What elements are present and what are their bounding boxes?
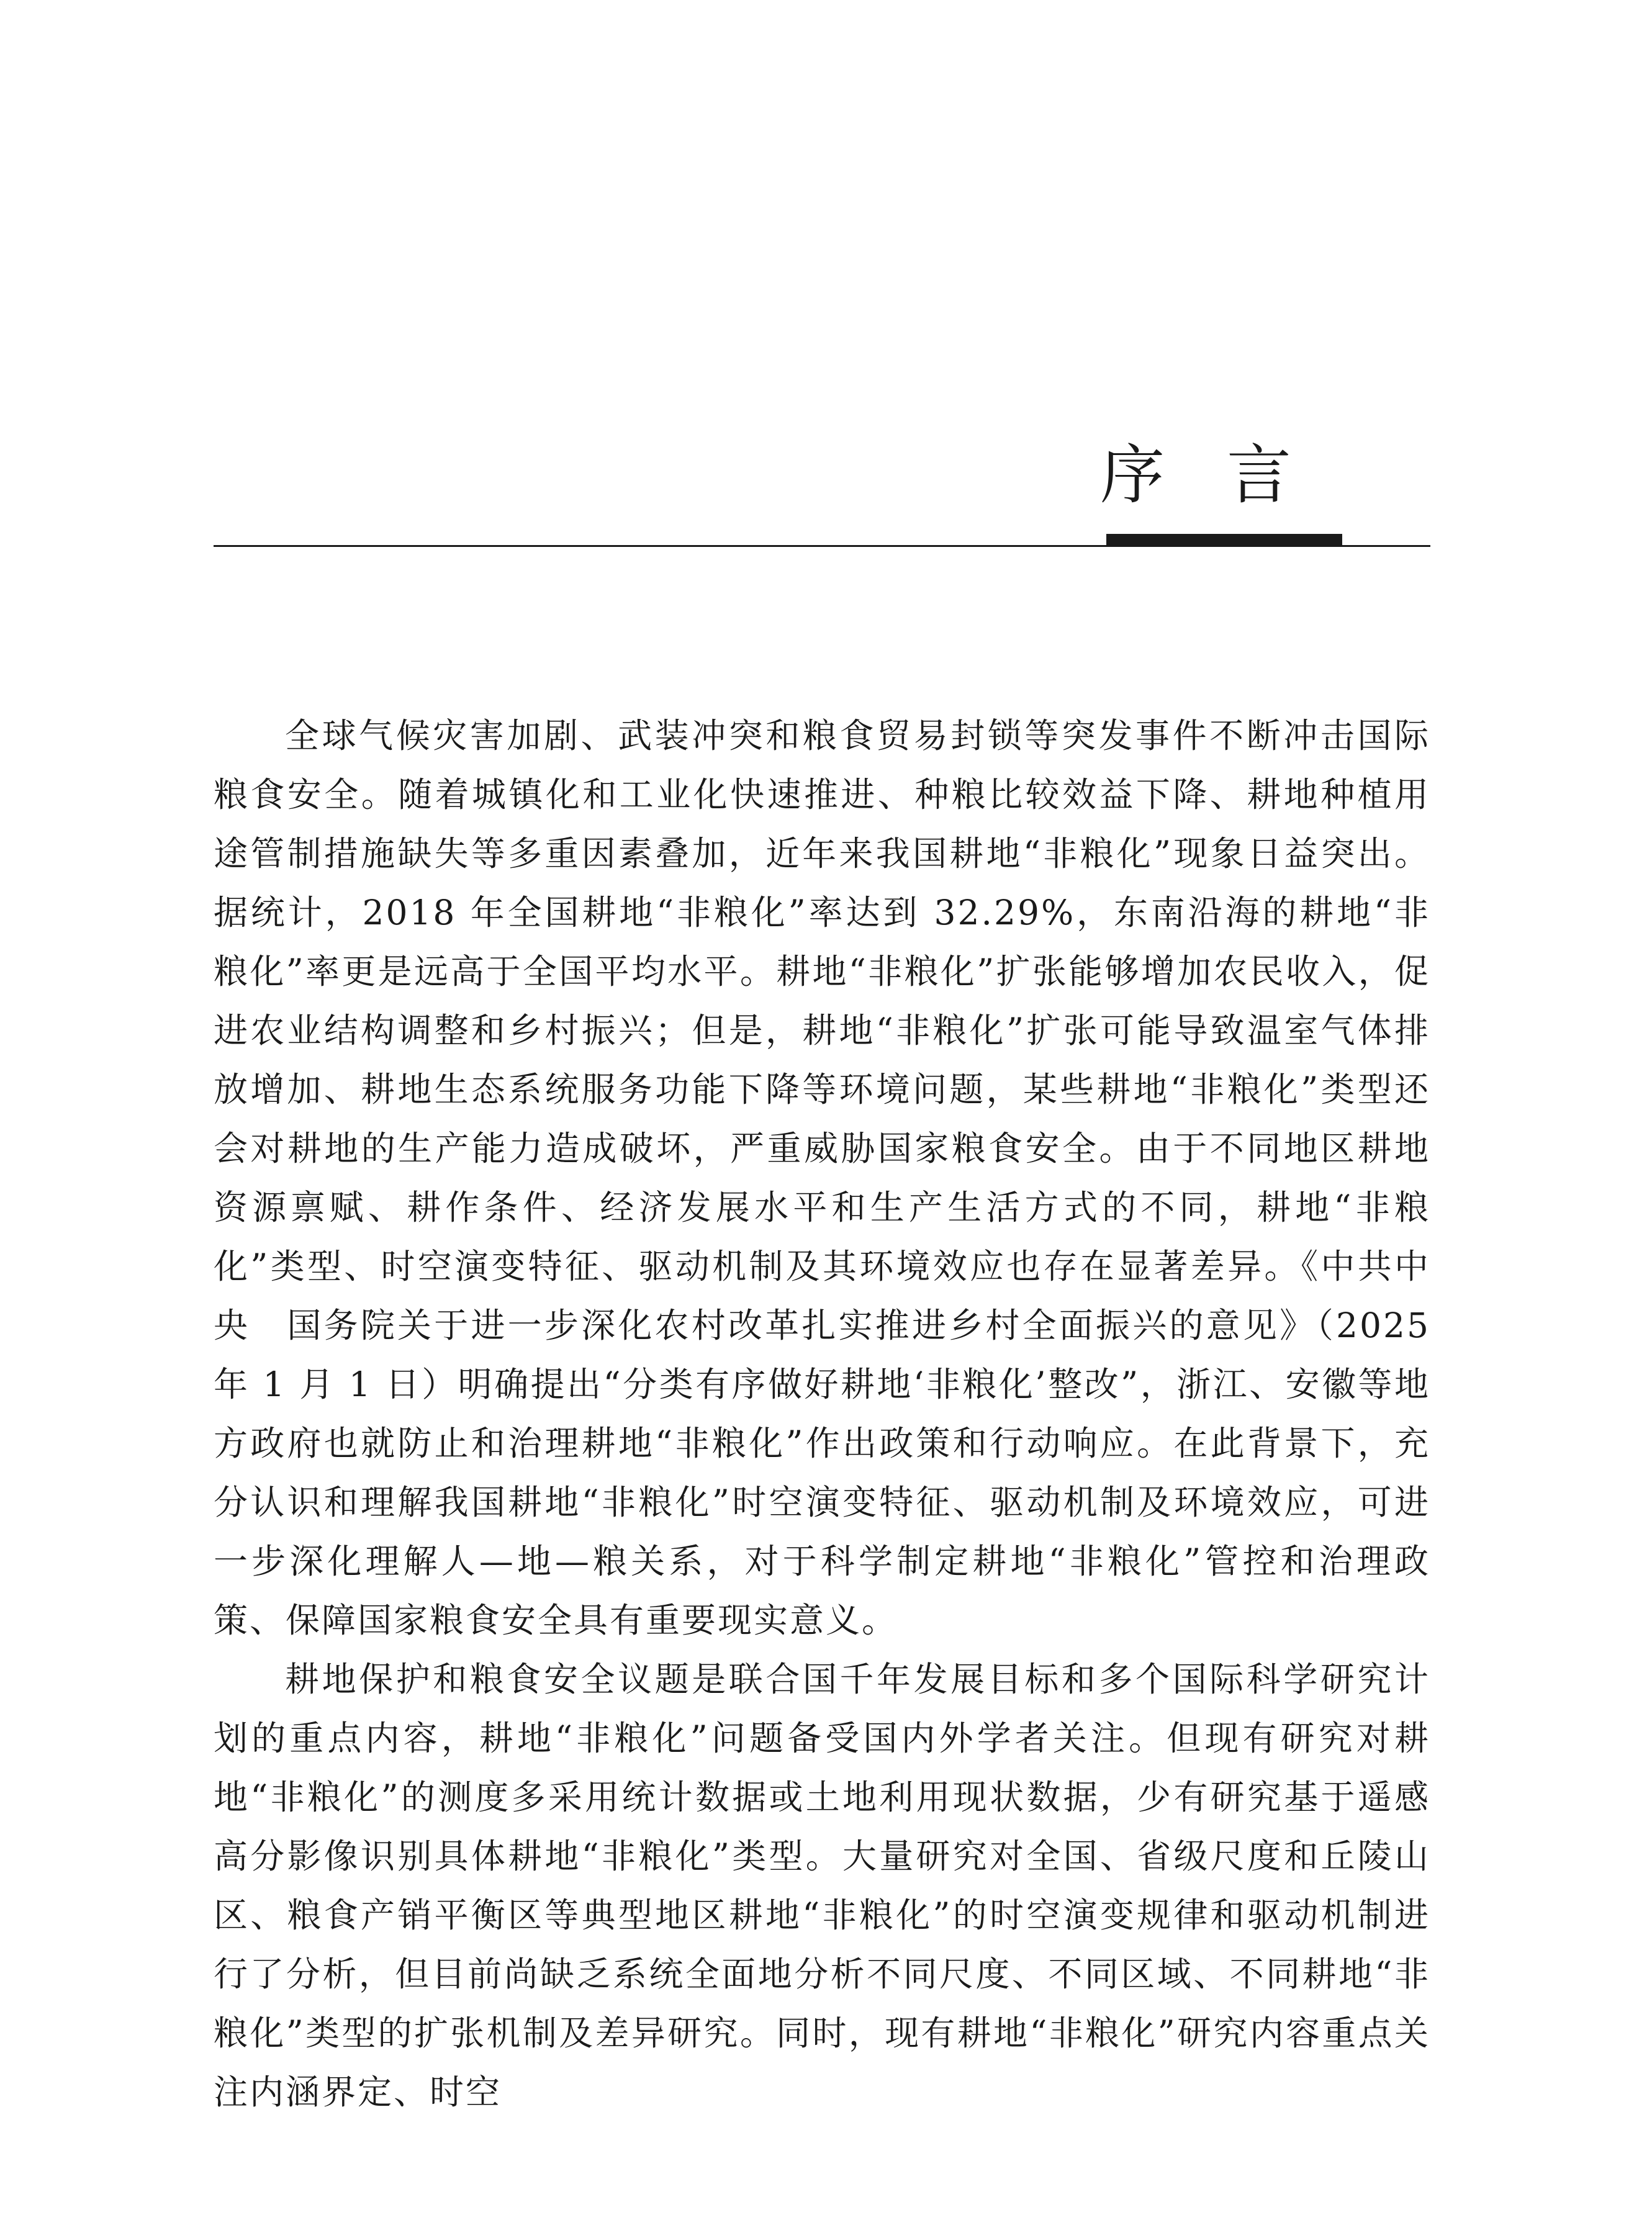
title-underline-accent [1106,534,1342,546]
paragraph-1: 全球气候灾害加剧、武装冲突和粮食贸易封锁等突发事件不断冲击国际粮食安全。随着城镇化和工业化快速推进、种粮比较效益下降、耕地种植用途管制措施缺失等多重因素叠加，近年来我国耕地“非粮化”现象日益突出。据统计，2018 年全国耕地“非粮化”率达到 32.29%，东南沿海的耕地“非粮化”率更是远高于全国平均水平。耕地“非粮化”扩张能够增加农民收入，促进农业结构调整和乡村振兴；但是，耕地“非粮化”扩张可能导致温室气体排放增加、耕地生态系统服务功能下降等环境问题，某些耕地“非粮化”类型还会对耕地的生产能力造成破坏，严重威胁国家粮食安全。由于不同地区耕地资源禀赋、耕作条件、经济发展水平和生产生活方式的不同，耕地“非粮化”类型、时空演变特征、驱动机制及其环境效应也存在显著差异。《中共中央 国务院关于进一步深化农村改革扎实推进乡村全面振兴的意见》（2025 年 1 月 1 日）明确提出“分类有序做好耕地‘非粮化’整改”，浙江、安徽等地方政府也就防止和治理耕地“非粮化”作出政策和行动响应。在此背景下，充分认识和理解我国耕地“非粮化”时空演变特征、驱动机制及环境效应，可进一步深化理解人—地—粮关系，对于科学制定耕地“非粮化”管控和治理政策、保障国家粮食安全具有重要现实意义。 [214,716,1430,1640]
body-text [214,706,1430,2122]
paragraph-2: 耕地保护和粮食安全议题是联合国千年发展目标和多个国际科学研究计划的重点内容，耕地“非粮化”问题备受国内外学者关注。但现有研究对耕地“非粮化”的测度多采用统计数据或土地利用现状数据，少有研究基于遥感高分影像识别具体耕地“非粮化”类型。大量研究对全国、省级尺度和丘陵山区、粮食产销平衡区等典型地区耕地“非粮化”的时空演变规律和驱动机制进行了分析，但目前尚缺乏系统全面地分析不同尺度、不同区域、不同耕地“非粮化”类型的扩张机制及差异研究。同时，现有耕地“非粮化”研究内容重点关注内涵界定、时空 [214,1659,1430,2112]
title-rule [214,545,1430,547]
chapter-title: 序言 [1099,437,1353,513]
